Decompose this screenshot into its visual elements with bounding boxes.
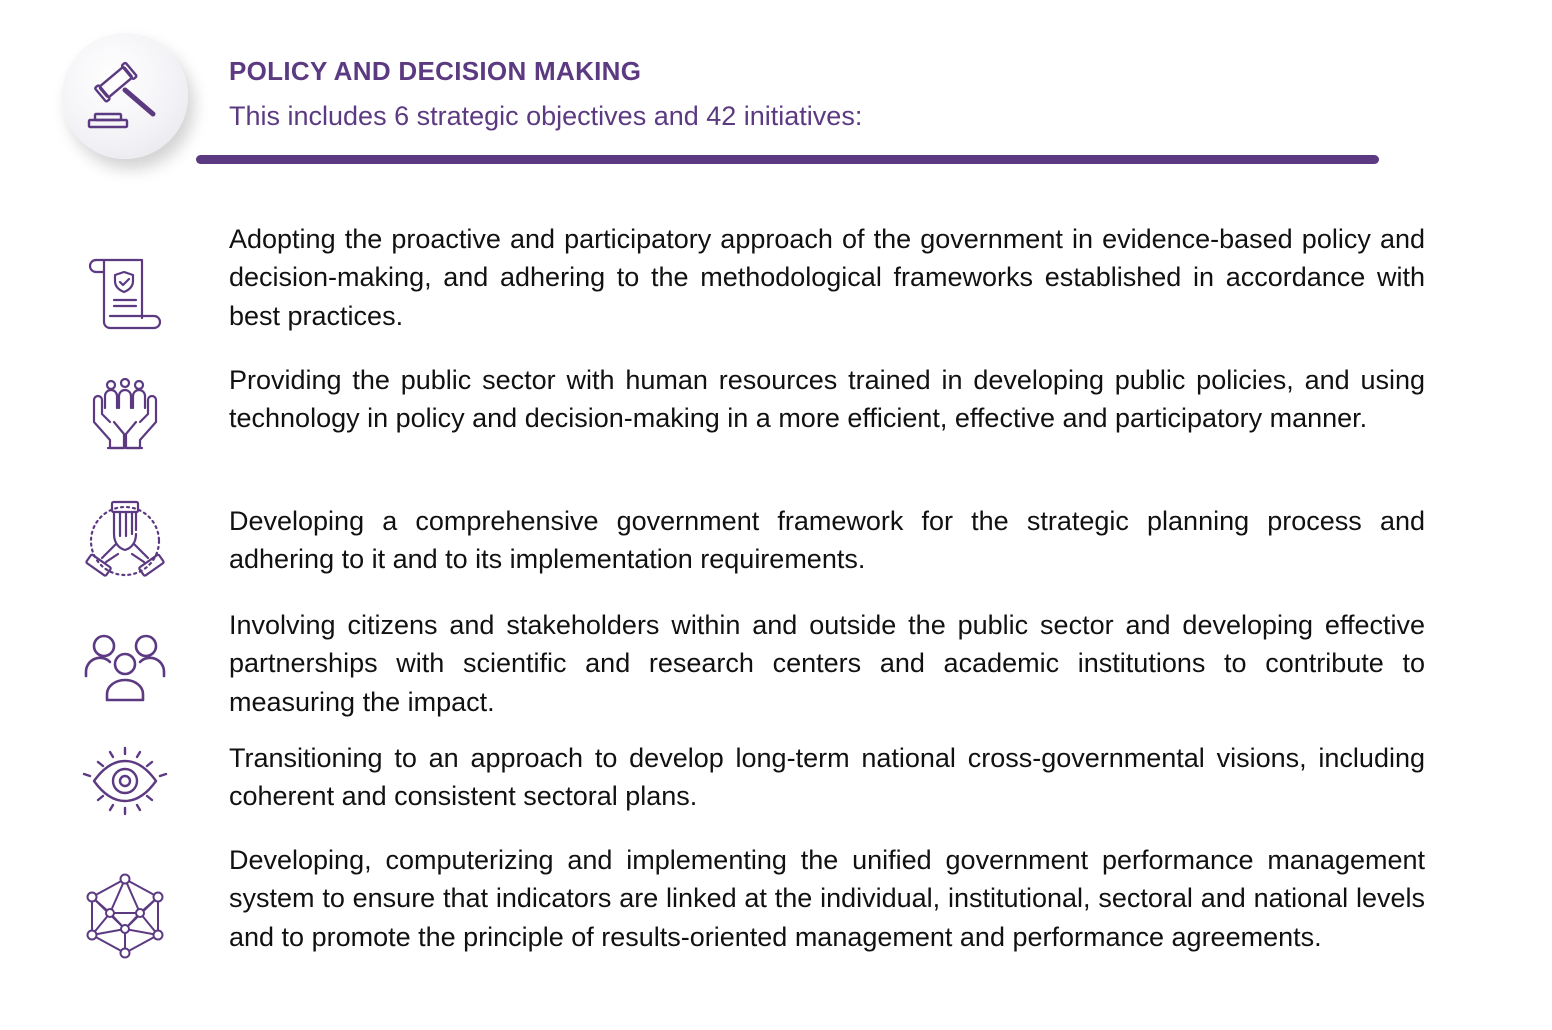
people-group-icon (80, 620, 170, 710)
network-nodes-icon (80, 871, 170, 961)
hands-holding-people-icon (80, 372, 170, 462)
objective-1-text: Adopting the proactive and participatory approach of the government in evidence-based policy and decision-making, and adhering to the methodological frameworks established in accordance with best practices. (229, 224, 1425, 331)
section-title: POLICY AND DECISION MAKING (229, 56, 642, 86)
gavel-icon (85, 56, 165, 136)
vision-eye-icon (80, 736, 170, 826)
objective-4-text: Involving citizens and stakeholders within and outside the public sector and developing effective partnerships with scientific and research centers and academic institutions to contribute to measuring the impact. (229, 610, 1425, 717)
section-subtitle: This includes 6 strategic objectives and 42 initiatives: (229, 101, 863, 131)
objective-3-text: Developing a comprehensive government framework for the strategic planning process and adhering to it and to its implementation requirements. (229, 506, 1425, 575)
certificate-scroll-icon (80, 246, 170, 336)
objective-5-text: Transitioning to an approach to develop long-term national cross-governmental visions, including coherent and consistent sectoral plans. (229, 743, 1425, 812)
header-badge (62, 33, 188, 159)
objective-2-text: Providing the public sector with human resources trained in developing public policies, and using technology in policy and decision-making in a more efficient, effective and participatory manner. (229, 365, 1425, 434)
header-divider (196, 155, 1379, 164)
teamwork-hands-icon (80, 496, 170, 586)
objective-6-text: Developing, computerizing and implementing the unified government performance management system to ensure that indicators are linked at the individual, institutional, sectoral and national levels and to promote the principle of results-oriented management and performance agreements. (229, 845, 1425, 952)
